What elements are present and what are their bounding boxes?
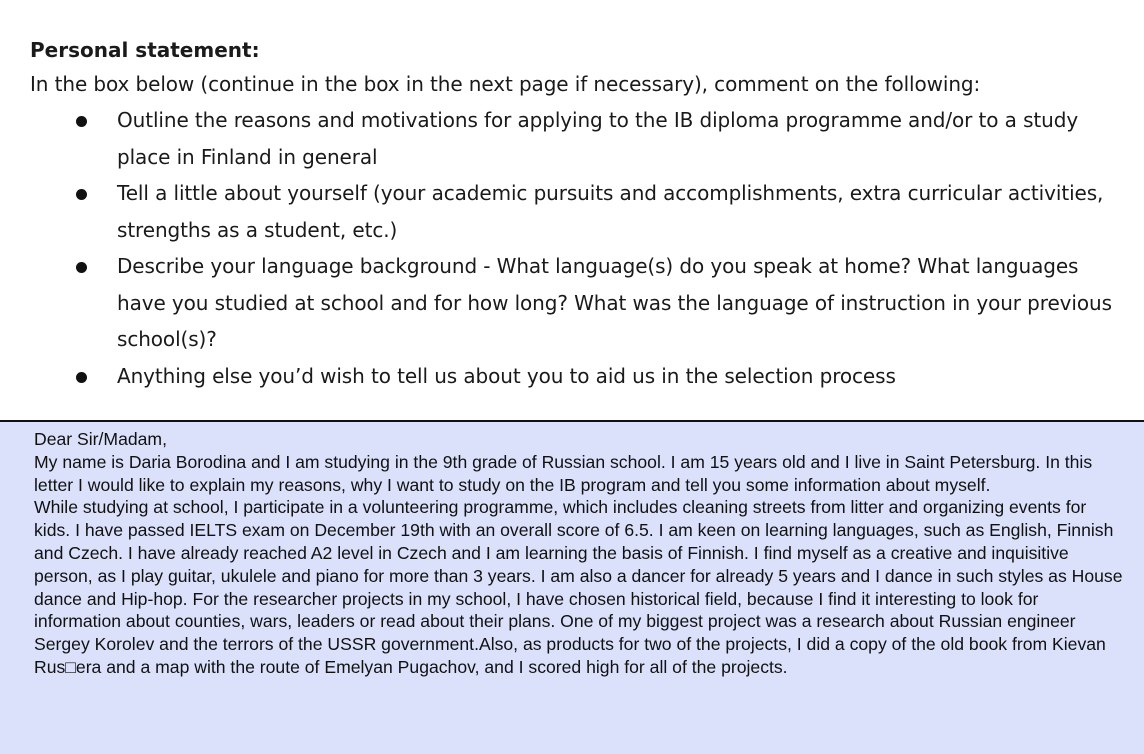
prompt-item bbox=[30, 175, 1130, 248]
prompt-text: Outline the reasons and motivations for applying to the IB diploma programme and/or to a study place in Finland in general bbox=[117, 108, 1079, 169]
prompt-text: Describe your language background - What language(s) do you speak at home? What languages have you studied at school and for how long? What was the language of instruction in your previous school(s)? bbox=[117, 254, 1112, 351]
statement-paragraph: My name is Daria Borodina and I am studying in the 9th grade of Russian school. I am 15 years old and I live in Saint Petersburg. In this letter I would like to explain my reasons, why I want to study on the IB program and tell you some information about myself. bbox=[34, 451, 1093, 495]
prompt-list bbox=[30, 102, 1130, 394]
prompt-item bbox=[30, 248, 1130, 358]
bullet-icon bbox=[76, 189, 87, 200]
bullet-icon bbox=[76, 116, 87, 127]
instructions-section bbox=[30, 34, 1130, 394]
prompt-item bbox=[30, 102, 1130, 175]
section-heading: Personal statement: bbox=[30, 38, 260, 62]
prompt-text: Tell a little about yourself (your academic pursuits and accomplishments, extra curricular activities, strengths as a student, etc.) bbox=[117, 181, 1104, 242]
prompt-item bbox=[30, 358, 1130, 395]
instructions-intro: In the box below (continue in the box in the next page if necessary), comment on the following: bbox=[30, 72, 981, 96]
bullet-icon bbox=[76, 262, 87, 273]
prompt-text: Anything else you’d wish to tell us about you to aid us in the selection process bbox=[117, 363, 896, 388]
personal-statement-text bbox=[34, 428, 1124, 679]
personal-statement-box[interactable] bbox=[0, 422, 1144, 754]
bullet-icon bbox=[76, 372, 87, 383]
statement-greeting: Dear Sir/Madam, bbox=[34, 429, 167, 449]
statement-paragraph: While studying at school, I participate in a volunteering programme, which includes cleaning streets from litter and organizing events for kids. I have passed IELTS exam on December 19th with an overall score of 6.5. I am keen on learning languages, such as English, Finnish and Czech. I have already reached A2 level in Czech and I am learning the basis of Finnish. I find myself as a creative and inquisitive person, as I play guitar, ukulele and piano for more than 3 years. I am also a dancer for already 5 years and I dance in such styles as House dance and Hip-hop. For the researcher projects in my school, I have chosen historical field, because I find it interesting to look for information about counties, wars, leaders or read about their plans. One of my biggest project was a research about Russian engineer Sergey Korolev and the terrors of the USSR government.Also, as products for two of the projects, I did a copy of the old book from Kievan Rus□era and a map with the route of Emelyan Pugachov, and I scored high for all of the projects. bbox=[34, 497, 1123, 677]
